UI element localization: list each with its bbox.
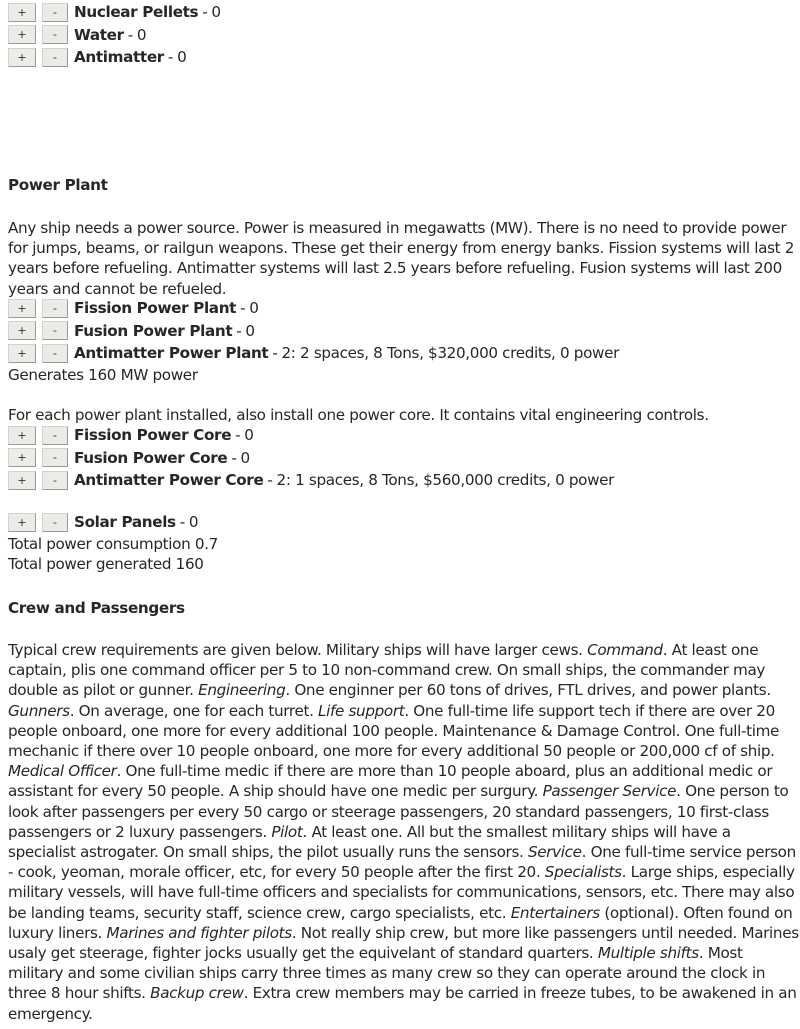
increment-button[interactable]: + <box>8 48 36 67</box>
item-value: 0 <box>244 426 254 445</box>
decrement-button[interactable]: - <box>42 513 68 532</box>
section-heading-crew: Crew and Passengers <box>8 599 185 617</box>
crew-text-segment: (optional). Often found on luxury liners. <box>8 903 793 942</box>
increment-button[interactable]: + <box>8 299 36 318</box>
crew-text-segment: . One full-time life support tech if there are over 20 people onboard, one more for every additional 100 people. Maintenance & Damage Control. One full-time mechanic if there over 10 people onboard, one more for every additional 50 people or 200,000 cf of ship. <box>8 701 780 761</box>
increment-button[interactable]: + <box>8 321 36 340</box>
crew-text-segment: . At least one. All but the smallest military ships will have a specialist astrogater. On small ships, the pilot usually runs the sensors. <box>8 822 731 862</box>
crew-text-segment: . One person to look after passengers per every 50 cargo or steerage passengers, 20 standard passengers, 10 first-class passengers or 2 luxury passengers. <box>8 782 789 841</box>
item-name: Solar Panels <box>74 513 176 532</box>
crew-text-segment: . On average, one for each turret. <box>69 701 319 720</box>
item-value: 0 <box>245 321 255 340</box>
item-name: Fission Power Core <box>74 426 232 445</box>
decrement-button[interactable]: - <box>42 321 68 340</box>
core-item-fission <box>8 424 614 447</box>
power-plant-list <box>8 297 619 385</box>
decrement-button[interactable]: - <box>42 48 68 67</box>
crew-text-segment: . Not really ship crew, but more like passengers until needed. Marines usaly get steerage, fighter jocks usually get the equivelant of standard quarters. <box>8 923 799 963</box>
crew-text-segment: . Most military and some civilian ships carry three times as many crew so they can operate around the clock in three 8 hour shifts. <box>8 944 766 1003</box>
increment-button[interactable]: + <box>8 448 36 467</box>
increment-button[interactable]: + <box>8 513 36 532</box>
power-core-list <box>8 424 614 492</box>
crew-text-segment: . Extra crew members may be carried in freeze tubes, to be awakened in an emergency. <box>8 984 797 1023</box>
crew-description <box>8 640 800 1024</box>
separator: - <box>235 426 241 445</box>
generates-text: Generates 160 MW power <box>8 365 198 384</box>
fuel-item-water <box>8 24 221 47</box>
decrement-button[interactable]: - <box>42 299 68 318</box>
decrement-button[interactable]: - <box>42 25 68 44</box>
crew-role-term: Gunners <box>8 701 70 720</box>
crew-text-segment: . One full-time service person - cook, yeoman, morale officer, etc, for every 50 people after the first 20. <box>8 843 796 882</box>
item-name: Fusion Power Plant <box>74 321 233 340</box>
crew-role-term: Passenger Service <box>542 782 677 801</box>
item-name: Fission Power Plant <box>74 299 237 318</box>
separator: - <box>272 344 278 363</box>
section-heading-power-plant: Power Plant <box>8 176 108 194</box>
crew-role-term: Backup crew <box>150 984 244 1003</box>
item-value: 0 <box>249 299 259 318</box>
decrement-button[interactable]: - <box>42 344 68 363</box>
decrement-button[interactable]: - <box>42 448 68 467</box>
item-name: Nuclear Pellets <box>74 3 199 22</box>
separator: - <box>267 471 273 490</box>
total-power-consumption: Total power consumption 0.7 <box>8 534 218 553</box>
crew-role-term: Life support <box>318 701 405 720</box>
separator: - <box>202 3 208 22</box>
plant-item-fission <box>8 297 619 320</box>
total-power-generated: Total power generated 160 <box>8 554 204 573</box>
item-value: 0 <box>177 48 187 67</box>
crew-text-segment: . Large ships, especially military vessels, will have full-time officers and specialists for communications, sensors, etc. There may also be landing teams, security staff, science crew, cargo specialists, etc. <box>8 863 795 922</box>
separator: - <box>127 25 133 44</box>
crew-text-segment: . One enginner per 60 tons of drives, FTL drives, and power plants. <box>285 681 771 700</box>
decrement-button[interactable]: - <box>42 3 68 22</box>
item-name: Antimatter Power Core <box>74 471 264 490</box>
separator: - <box>179 513 185 532</box>
item-value: 2: 2 spaces, 8 Tons, $320,000 credits, 0 power <box>281 344 619 363</box>
item-name: Fusion Power Core <box>74 448 228 467</box>
plant-item-antimatter <box>8 342 619 365</box>
crew-role-term: Engineering <box>198 681 286 700</box>
power-plant-intro: Any ship needs a power source. Power is measured in megawatts (MW). There is no need to provide power for jumps, beams, or railgun weapons. These get their energy from energy banks. Fission systems will last 2 years before refueling. Antimatter systems will last 2.5 years before refueling. Fusion systems will last 200 years and cannot be refueled. <box>8 219 795 298</box>
solar-section <box>8 511 218 574</box>
core-item-antimatter <box>8 469 614 492</box>
item-name: Antimatter <box>74 48 164 67</box>
item-name: Water <box>74 25 124 44</box>
crew-role-term: Marines and fighter pilots <box>106 923 292 942</box>
power-core-intro: For each power plant installed, also install one power core. It contains vital engineering controls. <box>8 406 709 424</box>
fuel-item-nuclear-pellets <box>8 1 221 24</box>
solar-panels-item <box>8 511 218 534</box>
separator: - <box>231 448 237 467</box>
crew-text-segment: . At least one captain, plis one command officer per 5 to 10 non-command crew. On small ships, the commander may double as pilot or gunner. <box>8 641 766 700</box>
crew-role-term: Pilot <box>271 822 303 841</box>
increment-button[interactable]: + <box>8 426 36 445</box>
plant-item-fusion <box>8 320 619 343</box>
core-item-fusion <box>8 447 614 470</box>
crew-text-segment: Typical crew requirements are given below. Military ships will have larger cews. <box>8 641 588 659</box>
item-value: 0 <box>240 448 250 467</box>
item-value: 0 <box>136 25 147 44</box>
item-value: 2: 1 spaces, 8 Tons, $560,000 credits, 0 power <box>276 471 615 490</box>
decrement-button[interactable]: - <box>42 471 68 490</box>
item-name: Antimatter Power Plant <box>74 344 269 363</box>
increment-button[interactable]: + <box>8 25 36 44</box>
item-value: 0 <box>211 3 221 22</box>
crew-role-term: Entertainers <box>510 903 600 922</box>
crew-role-term: Service <box>527 843 582 862</box>
decrement-button[interactable]: - <box>42 426 68 445</box>
separator: - <box>240 299 246 318</box>
increment-button[interactable]: + <box>8 471 36 490</box>
separator: - <box>167 48 174 67</box>
fuel-list <box>8 1 221 69</box>
crew-text-segment: . One full-time medic if there are more than 10 people aboard, plus an additional medic or assistant for every 50 people. A ship should have one medic per surgury. <box>8 762 773 801</box>
separator: - <box>236 321 242 340</box>
increment-button[interactable]: + <box>8 3 36 22</box>
increment-button[interactable]: + <box>8 344 36 363</box>
item-value: 0 <box>188 513 199 532</box>
crew-role-term: Specialists <box>544 863 622 882</box>
crew-role-term: Medical Officer <box>8 762 117 781</box>
fuel-item-antimatter <box>8 46 221 69</box>
crew-role-term: Command <box>587 641 663 659</box>
crew-role-term: Multiple shifts <box>597 944 699 963</box>
